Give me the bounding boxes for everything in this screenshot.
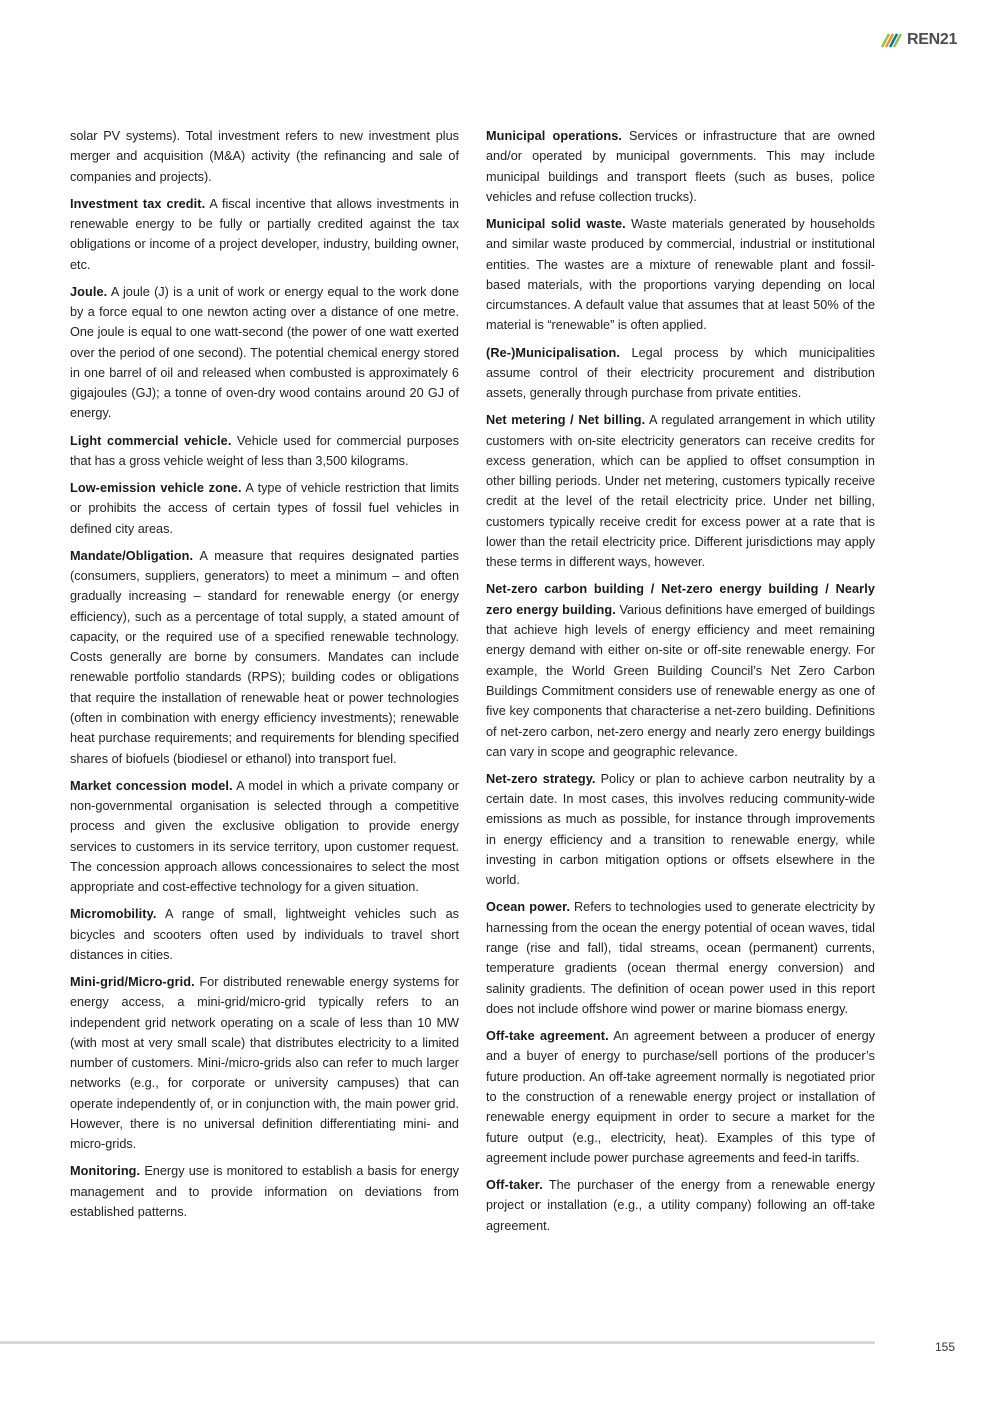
entry-text: Various definitions have emerged of buildings that achieve high levels of energy efficiency and meet remaining energy demand with either on-site or off-site renewable energy. For example, the World Green Building Council’s Net Zero Carbon Buildings Commitment considers use of renewable energy as one of five key components that characterise a net-zero building. Definitions of net-zero carbon, net-zero energy and nearly zero energy buildings can vary in scope and geographic relevance. [486, 602, 875, 759]
entry-term: Monitoring. [70, 1164, 141, 1179]
entry-text: A joule (J) is a unit of work or energy equal to the work done by a force equal to one newton acting over a distance of one metre. One joule is equal to one watt-second (the power of one watt exerted over the period of one second). The potential chemical energy stored in one barrel of oil and released when combusted is approximately 6 gigajoules (GJ); a tonne of oven-dry wood contains around 20 GJ of energy. [70, 284, 460, 421]
glossary-entry [486, 410, 875, 572]
entry-text: A fiscal incentive that allows investments in renewable energy to be fully or partially credited against the tax obligations or income of a project developer, industry, building owner, etc. [70, 196, 459, 272]
ren21-stripes-icon [880, 31, 902, 49]
glossary-entry [70, 282, 459, 424]
entry-text: solar PV systems). Total investment refers to new investment plus merger and acquisition (M&A) activity (the refinancing and sale of companies and projects). [70, 129, 459, 184]
page-number: 155 [935, 1340, 956, 1354]
footer-rule [0, 1341, 875, 1344]
entry-term: Low-emission vehicle zone. [70, 480, 242, 495]
glossary-entry [70, 972, 459, 1155]
glossary-entry [486, 343, 875, 404]
entry-text: Refers to technologies used to generate electricity by harnessing from the ocean the energy potential of ocean waves, tidal range (rise and fall), tidal streams, ocean (permanent) currents, temperature gradients (ocean thermal energy conversion) and salinity gradients. The definition of ocean power used in this report does not include offshore wind power or marine biomass energy. [486, 900, 876, 1016]
entry-text: A regulated arrangement in which utility customers with on-site electricity generators can receive credits for excess generation, which can be applied to offset consumption in other billing periods. Under net metering, customers typically receive credit at the level of the retail electricity price. Under net billing, customers typically receive credit for excess power at a rate that is lower than the retail electricity price. Different jurisdictions may apply these terms in different ways, however. [486, 413, 876, 570]
entry-term: Light commercial vehicle. [70, 433, 232, 448]
glossary-entry [70, 194, 459, 275]
glossary-entry [486, 897, 875, 1019]
entry-term: Ocean power. [486, 900, 571, 915]
entry-text: A type of vehicle restriction that limits or prohibits the access of certain types of fossil fuel vehicles in defined city areas. [70, 480, 459, 536]
entry-term: Net metering / Net billing. [486, 413, 646, 428]
entry-term: Off-take agreement. [486, 1029, 609, 1044]
entry-term: Joule. [70, 284, 108, 299]
entry-term: Micromobility. [70, 907, 157, 922]
entry-term: Investment tax credit. [70, 196, 206, 211]
entry-text: Policy or plan to achieve carbon neutrality by a certain date. In most cases, this involves reducing community-wide emissions as much as possible, for instance through improvements in energy efficiency and a transition to renewable energy, while investing in carbon mitigation options or offsets elsewhere in the world. [486, 771, 876, 888]
entry-term: Mini-grid/Micro-grid. [70, 974, 195, 989]
glossary-entry [70, 478, 459, 539]
glossary-entry [486, 1175, 875, 1236]
logo-text: REN21 [907, 31, 958, 48]
glossary-entry [486, 579, 875, 762]
glossary-entry [70, 126, 459, 187]
glossary-entry [486, 126, 875, 207]
entry-text: Energy use is monitored to establish a basis for energy management and to provide information on deviations from established patterns. [70, 1164, 459, 1220]
ren21-logo [880, 31, 957, 49]
left-column [70, 126, 459, 1229]
entry-term: Net-zero carbon building / Net-zero energy building / Nearly zero energy building. [486, 582, 875, 617]
glossary-entry [70, 776, 459, 898]
entry-text: Services or infrastructure that are owned and/or operated by municipal governments. This may include municipal buildings and transport fleets (such as buses, police vehicles and refuse collection trucks). [486, 129, 876, 204]
entry-term: Net-zero strategy. [486, 771, 596, 786]
entry-term: (Re-)Municipalisation. [486, 345, 621, 360]
entry-text: A range of small, lightweight vehicles such as bicycles and scooters often used by individuals to travel short distances in cities. [70, 907, 459, 962]
glossary-entry [486, 214, 875, 336]
entry-text: Waste materials generated by households and similar waste produced by commercial, industrial or institutional entities. The wastes are a mixture of renewable plant and fossil-based materials, with the proportions varying depending on local circumstances. A default value that assumes that at least 50% of the material is “renewable” is often applied. [486, 216, 875, 333]
glossary-entry [70, 431, 459, 472]
entry-text: The purchaser of the energy from a renewable energy project or installation (e.g., a utility company) following an off-take agreement. [486, 1177, 875, 1233]
entry-term: Municipal operations. [486, 129, 623, 143]
entry-text: For distributed renewable energy systems for energy access, a mini-grid/micro-grid typically refers to an independent grid network operating on a scale of less than 10 MW (with most at very small scale) that distributes electricity to a limited number of customers. Mini-/micro-grids also can refer to much larger networks (e.g., for corporate or university campuses) that can operate independently of, or in conjunction with, the main power grid. However, there is no universal definition differentiating mini- and micro-grids. [70, 974, 459, 1152]
entry-text: A model in which a private company or non-governmental organisation is selected through a competitive process and given the exclusive obligation to provide energy services to customers in its service territory, upon customer request. The concession approach allows concessionaires to select the most appropriate and cost-effective technology for a given situation. [70, 778, 459, 895]
entry-term: Off-taker. [486, 1177, 543, 1192]
entry-term: Market concession model. [70, 778, 233, 793]
glossary-entry [70, 904, 459, 965]
glossary-entry [486, 1026, 875, 1168]
glossary-entry [70, 1161, 459, 1222]
entry-text: Legal process by which municipalities assume control of their electricity procurement and distribution assets, generally through purchase from private entities. [486, 345, 876, 401]
entry-term: Municipal solid waste. [486, 216, 626, 231]
entry-text: Vehicle used for commercial purposes that has a gross vehicle weight of less than 3,500 kilograms. [70, 433, 459, 468]
glossary-entry [70, 546, 459, 769]
entry-text: An agreement between a producer of energy and a buyer of energy to purchase/sell portions of the producer’s future production. An off-take agreement normally is negotiated prior to the construction of a renewable energy project or installation of renewable energy equipment in order to secure a market for the future output (e.g., electricity, heat). Examples of this type of agreement include power purchase agreements and feed-in tariffs. [486, 1029, 875, 1165]
right-column [486, 126, 875, 1243]
glossary-entry [486, 769, 875, 891]
entry-text: A measure that requires designated parties (consumers, suppliers, generators) to meet a minimum – and often gradually increasing – standard for renewable energy (or energy efficiency), such as a percentage of total supply, a stated amount of capacity, or the required use of a specified renewable technology. Costs generally are borne by consumers. Mandates can include renewable portfolio standards (RPS); building codes or obligations that require the installation of renewable heat or power technologies (often in combination with energy efficiency investments); renewable heat purchase requirements; and requirements for blending specified shares of biofuels (biodiesel or ethanol) into transport fuel. [70, 548, 459, 766]
entry-term: Mandate/Obligation. [70, 548, 194, 563]
